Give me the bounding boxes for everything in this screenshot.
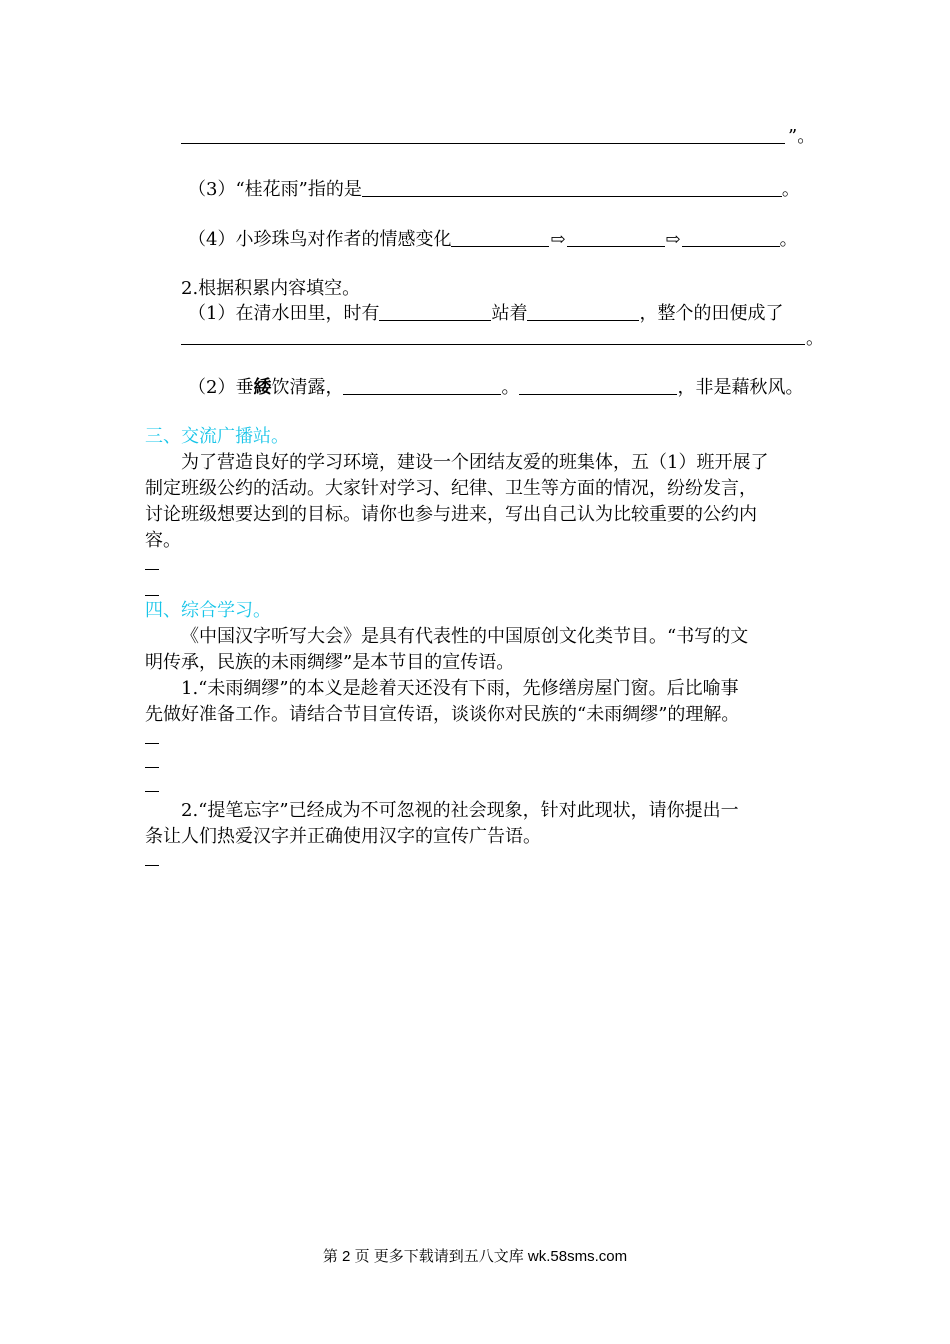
item-4 xyxy=(188,226,798,253)
section-4-q1-line-2: 先做好准备工作。请结合节目宣传语，谈谈你对民族的“未雨绸缪”的理解。 xyxy=(145,704,740,725)
item-3-blank[interactable] xyxy=(362,176,782,197)
q2-item-1-blank-1[interactable] xyxy=(379,300,491,321)
q2-item-1 xyxy=(188,300,783,327)
q2-item-2-label: （2）垂 xyxy=(188,377,254,398)
section-3-para-line-1: 为了营造良好的学习环境，建设一个团结友爱的班集体，五（1）班开展了 xyxy=(181,452,769,473)
arrow-right-icon: ⇨ xyxy=(665,229,681,250)
item-3-label: （3）“桂花雨”指的是 xyxy=(188,179,362,200)
q2-item-2-char: 緌 xyxy=(253,377,272,398)
section-3-heading: 三、交流广播站。 xyxy=(145,426,289,447)
quote-end: ”。 xyxy=(788,126,816,147)
q2-item-1-mid: 站着 xyxy=(491,303,528,324)
q2-item-1-blank-2[interactable] xyxy=(527,300,639,321)
item-4-blank-3[interactable] xyxy=(682,226,780,247)
q2-item-2-mid-2: 。 xyxy=(501,377,520,398)
section-4-heading: 四、综合学习。 xyxy=(145,600,271,621)
answer-dash[interactable] xyxy=(145,595,159,596)
q2-item-2-blank-2[interactable] xyxy=(519,374,677,395)
q2-item-1-answer-line[interactable] xyxy=(181,344,805,345)
q2-item-2-tail: ，非是藉秋风。 xyxy=(677,377,804,398)
q2-item-2-mid-1: 饮清露， xyxy=(271,377,344,398)
answer-dash[interactable] xyxy=(145,865,159,866)
answer-dash[interactable] xyxy=(145,767,159,768)
section-4-q2-line-1: 2.“提笔忘字”已经成为不可忽视的社会现象，针对此现状，请你提出一 xyxy=(181,800,739,821)
q2-item-2-blank-1[interactable] xyxy=(343,374,501,395)
answer-dash[interactable] xyxy=(145,743,159,744)
section-3-para-line-2: 制定班级公约的活动。大家针对学习、纪律、卫生等方面的情况，纷纷发言， xyxy=(145,478,757,499)
item-4-end: 。 xyxy=(779,229,798,250)
q2-title: 2.根据积累内容填空。 xyxy=(181,278,361,299)
answer-line-top[interactable] xyxy=(181,143,785,144)
q2-item-1-label: （1）在清水田里，时有 xyxy=(188,303,380,324)
item-4-label: （4）小珍珠鸟对作者的情感变化 xyxy=(188,229,452,250)
item-4-blank-1[interactable] xyxy=(451,226,549,247)
section-4-q2-line-2: 条让人们热爱汉字并正确使用汉字的宣传广告语。 xyxy=(145,826,541,847)
section-3-para-line-4: 容。 xyxy=(145,530,181,551)
item-3 xyxy=(188,176,800,203)
answer-dash[interactable] xyxy=(145,569,159,570)
section-4-q1-line-1: 1.“未雨绸缪”的本义是趁着天还没有下雨，先修缮房屋门窗。后比喻事 xyxy=(181,678,739,699)
answer-dash[interactable] xyxy=(145,791,159,792)
item-4-blank-2[interactable] xyxy=(567,226,665,247)
section-4-intro-line-1: 《中国汉字听写大会》是具有代表性的中国原创文化类节目。“书写的文 xyxy=(181,626,749,647)
q2-item-1-tail: ，整个的田便成了 xyxy=(639,303,784,324)
item-3-end: 。 xyxy=(781,179,800,200)
page-footer: 第 2 页 更多下载请到五八文库 wk.58sms.com xyxy=(322,1248,628,1265)
q2-item-2 xyxy=(188,374,803,401)
q2-item-1-end: 。 xyxy=(806,328,824,349)
section-3-para-line-3: 讨论班级想要达到的目标。请你也参与进来，写出自己认为比较重要的公约内 xyxy=(145,504,757,525)
section-4-intro-line-2: 明传承，民族的未雨绸缪”是本节目的宣传语。 xyxy=(145,652,515,673)
arrow-right-icon: ⇨ xyxy=(550,229,566,250)
